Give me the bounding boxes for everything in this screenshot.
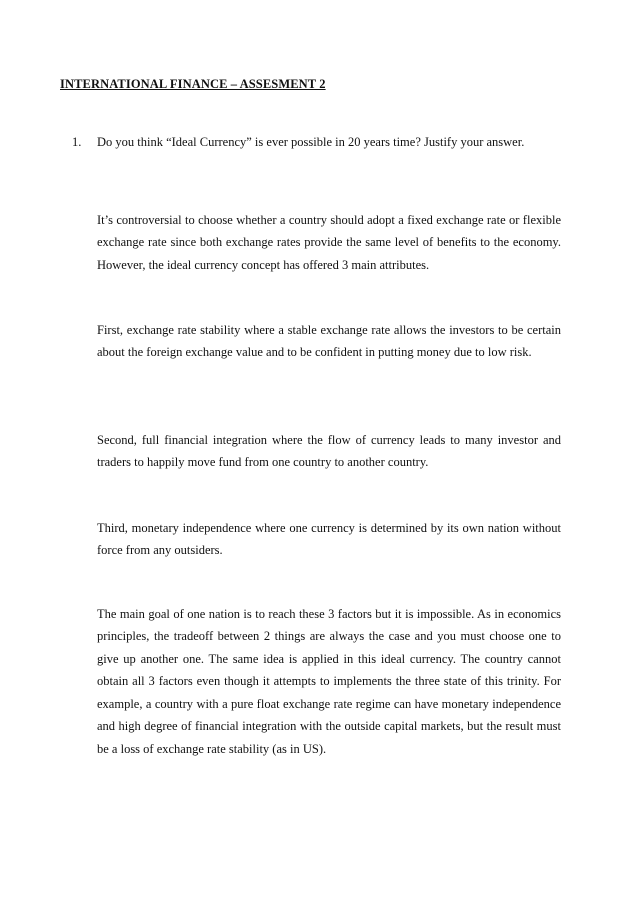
paragraph-conclusion: The main goal of one nation is to reach these 3 factors but it is impossible. As in economics principles, the tradeoff between 2 things are always the case and you must choose one to give up another one. The same idea is applied in this ideal currency. The country cannot obtain all 3 factors even though it attempts to implements the three state of this trinity. For example, a country with a pure float exchange rate regime can have monetary independence and high degree of financial integration with the outside capital markets, but the result must be a loss of exchange rate stability (as in US).: [97, 606, 561, 757]
paragraph-intro: It’s controversial to choose whether a country should adopt a fixed exchange rate or flexible exchange rate since both exchange rates provide the same level of benefits to the economy. However, the ideal currency concept has offered 3 main attributes.: [97, 212, 561, 272]
question-text: Do you think “Ideal Currency” is ever possible in 20 years time? Justify your answer.: [97, 135, 525, 149]
question-1: [72, 135, 524, 150]
paragraph-monetary-independence: Third, monetary independence where one currency is determined by its own nation without force from any outsiders.: [97, 520, 561, 558]
paragraph-exchange-rate-stability: First, exchange rate stability where a stable exchange rate allows the investors to be certain about the foreign exchange value and to be confident in putting money due to low risk.: [97, 322, 561, 360]
question-number: 1.: [72, 135, 82, 149]
paragraph-financial-integration: Second, full financial integration where the flow of currency leads to many investor and traders to happily move fund from one country to another country.: [97, 432, 561, 470]
document-title: INTERNATIONAL FINANCE – ASSESMENT 2: [60, 77, 326, 91]
